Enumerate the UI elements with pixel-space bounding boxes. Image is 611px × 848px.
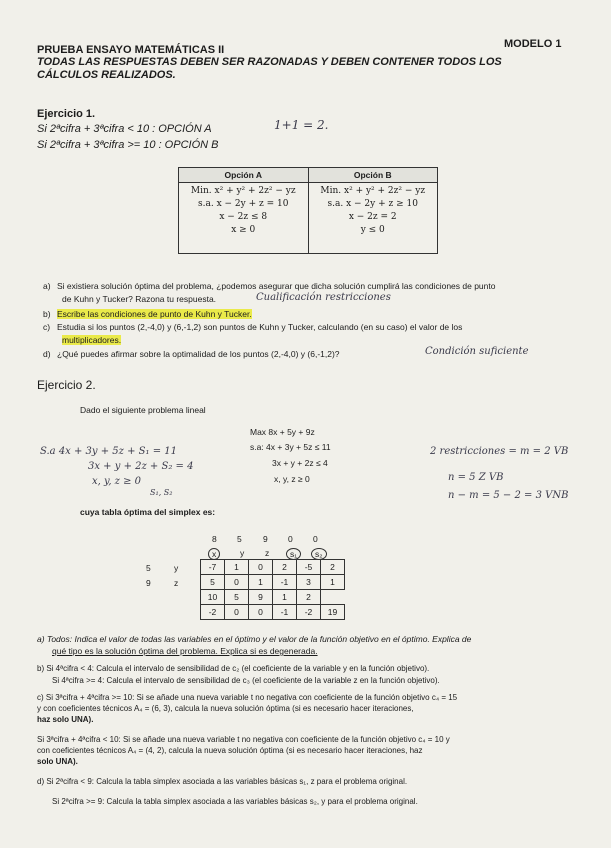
option-a-line: Min. x² + y² + 2z² − yz [190, 186, 296, 196]
options-table [178, 167, 438, 254]
ex2-q-b1: b) Si 4ªcifra < 4: Calcula el intervalo de sensibilidad de c₂ (el coeficiente de la variable y en la función objetivo). [37, 664, 430, 673]
simplex-cell: 2 [297, 590, 321, 605]
ex2-q-d1: d) Si 2ªcifra < 9: Calcula la tabla simplex asociada a las variables básicas s₁, z para el problema original. [37, 777, 408, 786]
simplex-cell: -2 [297, 605, 321, 620]
simplex-cell: 0 [249, 560, 273, 575]
ex1-handwritten-sum: 1+1 = 2. [274, 118, 329, 132]
option-b-line: Min. x² + y² + 2z² − yz [320, 186, 426, 196]
option-b-line: y ≤ 0 [360, 225, 385, 235]
basis-cost: 9 [146, 578, 151, 588]
simplex-cell: 9 [249, 590, 273, 605]
model-label: MODELO 1 [504, 38, 562, 50]
option-a-header: Opción A [179, 168, 309, 183]
option-b-line: x − 2z = 2 [348, 212, 397, 222]
simplex-cell: 2 [321, 560, 345, 575]
simplex-cell: -1 [273, 605, 297, 620]
simplex-cell: 5 [225, 590, 249, 605]
ex2-q-c2: Si 3ªcifra + 4ªcifra < 10: Si se añade una nueva variable t no negativa con coeficiente de la función objetivo c₄ = 10 y [37, 735, 450, 744]
simplex-row [201, 590, 345, 605]
simplex-cell: 1 [321, 575, 345, 590]
ex2-q-c1: c) Si 3ªcifra + 4ªcifra >= 10: Si se añade una nueva variable t no negativa con coeficiente de la función objetivo c₄ = 15 [37, 693, 458, 702]
ex1-q-d-label: d) [43, 349, 51, 359]
ex2-q-c2-line2: con coeficientes técnicos A₄ = (4, 2), calcula la nueva solución óptima (si es necesario hacer iteraciones, haz [37, 746, 423, 755]
simplex-cell [321, 590, 345, 605]
lp-constraint: s.a: 4x + 3y + 5z ≤ 11 [250, 442, 331, 452]
ex2-q-d2: Si 2ªcifra >= 9: Calcula la tabla simplex asociada a las variables básicas s₂, y para el problema original. [52, 797, 418, 806]
hand-standard-form: S₁, S₂ [150, 488, 173, 497]
simplex-cell: -1 [273, 575, 297, 590]
ex2-q-a: a) Todos: Indica el valor de todas las variables en el óptimo y el valor de la función objetivo en el óptimo. Explica de [37, 634, 472, 644]
simplex-row [201, 560, 345, 575]
var-cell: y [240, 548, 245, 558]
cost-cell: 0 [288, 534, 293, 544]
ex2-q-c2-line3: solo UNA). [37, 757, 78, 766]
ex1-title: Ejercicio 1. [37, 108, 96, 120]
simplex-cell: 0 [249, 605, 273, 620]
var-cell: z [265, 548, 270, 558]
cost-cell: 0 [313, 534, 318, 544]
ex2-intro: Dado el siguiente problema lineal [80, 405, 206, 415]
simplex-cell: 0 [225, 605, 249, 620]
ex1-q-b-label: b) [43, 309, 51, 319]
simplex-cell: 3 [297, 575, 321, 590]
lp-objective: Max 8x + 5y + 9z [250, 427, 315, 437]
simplex-cell: 1 [273, 590, 297, 605]
hand-variables: n = 5 Z VB [448, 472, 504, 483]
ex1-q-c-label: c) [43, 322, 51, 332]
basis-cost: 5 [146, 563, 151, 573]
basis-var: y [174, 563, 179, 573]
cost-cell: 9 [263, 534, 268, 544]
ex1-q-c-line2: multiplicadores. [62, 335, 122, 345]
ex2-q-c1-line3: haz solo UNA). [37, 715, 94, 724]
basis-var: z [174, 578, 179, 588]
ex1-q-a: Si existiera solución óptima del problema, ¿podemos asegurar que dicha solución cumplirá las condiciones de punto [57, 281, 496, 291]
ex2-q-c1-line2: y con coeficientes técnicos A₄ = (6, 3), calcula la nueva solución óptima (si es necesario hacer iteraciones, [37, 704, 414, 713]
simplex-table [200, 559, 345, 620]
instructions-line1: TODAS LAS RESPUESTAS DEBEN SER RAZONADAS Y DEBEN CONTENER TODOS LOS [37, 56, 502, 68]
ex1-q-b: Escribe las condiciones de punto de Kuhn y Tucker. [57, 309, 252, 319]
hand-restrictions: 2 restricciones = m = 2 VB [430, 446, 569, 457]
ex1-q-a-handwritten: Cualificación restricciones [256, 292, 391, 303]
simplex-cell: -2 [201, 605, 225, 620]
simplex-cell: -7 [201, 560, 225, 575]
var-cell: s₂ [311, 548, 327, 560]
ex1-q-a-line2: de Kuhn y Tucker? Razona tu respuesta. [62, 294, 217, 304]
hand-standard-form: x, y, z ≥ 0 [92, 476, 142, 487]
simplex-label: cuya tabla óptima del simplex es: [80, 507, 216, 517]
ex2-title: Ejercicio 2. [37, 378, 96, 392]
hand-standard-form: S.a 4x + 3y + 5z + S₁ = 11 [40, 446, 177, 457]
option-a-line: x − 2z ≤ 8 [219, 212, 268, 222]
option-a-line: s.a. x − 2y + z = 10 [198, 199, 289, 209]
simplex-cell: 10 [201, 590, 225, 605]
ex1-condition-a: Si 2ªcifra + 3ªcifra < 10 : OPCIÓN A [37, 123, 212, 135]
lp-constraint: 3x + y + 2z ≤ 4 [272, 458, 328, 468]
ex1-q-a-label: a) [43, 281, 51, 291]
hand-nonbasic: n − m = 5 − 2 = 3 VNB [448, 490, 569, 501]
var-cell: x [208, 548, 220, 560]
ex1-q-d-handwritten: Condición suficiente [425, 346, 529, 357]
cost-cell: 8 [212, 534, 217, 544]
simplex-cell: 1 [225, 560, 249, 575]
simplex-cell: 19 [321, 605, 345, 620]
cost-cell: 5 [237, 534, 242, 544]
ex2-q-b2: Si 4ªcifra >= 4: Calcula el intervalo de sensibilidad de c₃ (el coeficiente de la variable z en la función objetivo). [52, 676, 440, 685]
option-b-header: Opción B [308, 168, 438, 183]
simplex-row [201, 605, 345, 620]
ex1-q-c: Estudia si los puntos (2,-4,0) y (6,-1,2) son puntos de Kuhn y Tucker, calculando (en su caso) el valor de los [57, 322, 463, 332]
lp-nonnegativity: x, y, z ≥ 0 [274, 474, 310, 484]
option-b-line: s.a. x − 2y + z ≥ 10 [327, 199, 418, 209]
ex2-q-a-line2: qué tipo es la solución óptima del problema. Explica si es degenerada. [52, 646, 318, 656]
ex1-condition-b: Si 2ªcifra + 3ªcifra >= 10 : OPCIÓN B [37, 139, 219, 151]
ex1-q-d: ¿Qué puedes afirmar sobre la optimalidad de los puntos (2,-4,0) y (6,-1,2)? [57, 349, 340, 359]
simplex-row [201, 575, 345, 590]
instructions-line2: CÁLCULOS REALIZADOS. [37, 69, 176, 81]
simplex-cell: 0 [225, 575, 249, 590]
simplex-cell: -5 [297, 560, 321, 575]
simplex-cell: 5 [201, 575, 225, 590]
simplex-cell: 2 [273, 560, 297, 575]
simplex-cell: 1 [249, 575, 273, 590]
hand-standard-form: 3x + y + 2z + S₂ = 4 [88, 461, 194, 472]
option-a-line: x ≥ 0 [231, 225, 256, 235]
exam-title: PRUEBA ENSAYO MATEMÁTICAS II [37, 44, 225, 56]
var-cell: s₁ [286, 548, 301, 560]
